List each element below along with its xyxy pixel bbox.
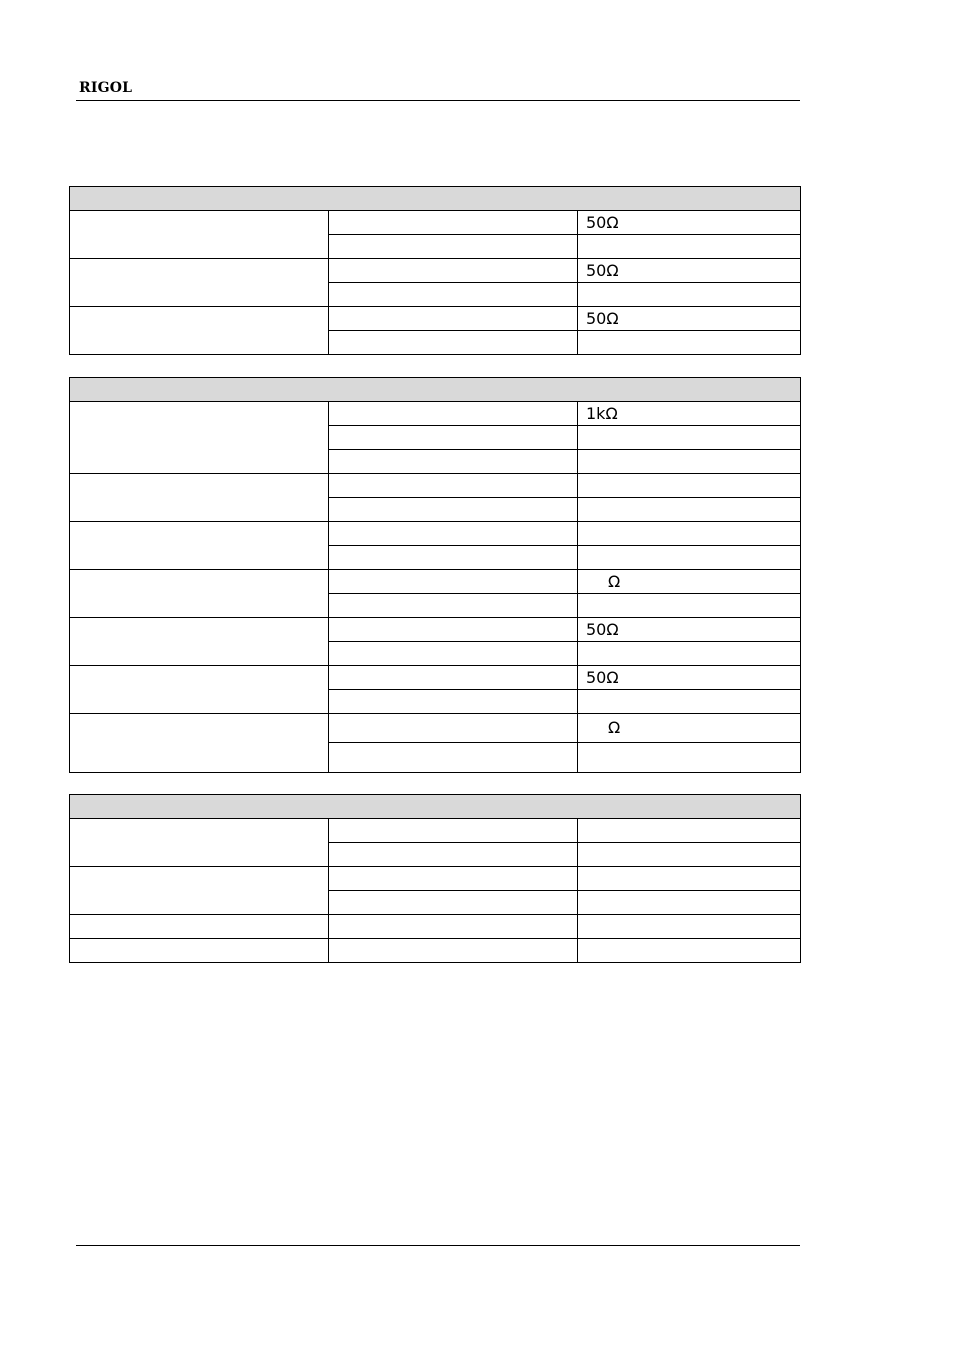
param-cell xyxy=(329,939,578,963)
value-cell xyxy=(578,450,801,474)
value-cell xyxy=(578,235,801,259)
param-cell xyxy=(329,402,578,426)
param-cell xyxy=(329,546,578,570)
group-cell xyxy=(70,211,329,259)
param-cell xyxy=(329,618,578,642)
param-cell xyxy=(329,915,578,939)
value-cell xyxy=(578,594,801,618)
footer-rule xyxy=(76,1245,800,1246)
group-cell xyxy=(70,618,329,666)
value-cell xyxy=(578,474,801,498)
table-title xyxy=(70,378,801,402)
spec-table-1 xyxy=(69,186,801,355)
param-cell xyxy=(329,891,578,915)
group-cell xyxy=(70,819,329,867)
param-cell xyxy=(329,594,578,618)
group-cell xyxy=(70,867,329,915)
param-cell xyxy=(329,690,578,714)
param-cell xyxy=(329,259,578,283)
param-cell xyxy=(329,331,578,355)
param-cell xyxy=(329,666,578,690)
group-cell xyxy=(70,522,329,570)
param-cell xyxy=(329,283,578,307)
rigol-logo: RIGOL xyxy=(79,80,133,96)
spec-table-2 xyxy=(69,377,801,773)
param-cell xyxy=(329,426,578,450)
value-cell xyxy=(578,819,801,843)
value-cell xyxy=(578,690,801,714)
param-cell xyxy=(329,819,578,843)
value-cell xyxy=(578,939,801,963)
param-cell xyxy=(329,867,578,891)
value-cell xyxy=(578,743,801,773)
param-cell xyxy=(329,570,578,594)
param-cell xyxy=(329,714,578,743)
param-cell xyxy=(329,522,578,546)
value-cell: 1kΩ xyxy=(578,402,801,426)
group-cell xyxy=(70,474,329,522)
value-cell xyxy=(578,498,801,522)
value-cell xyxy=(578,843,801,867)
value-cell xyxy=(578,891,801,915)
value-cell xyxy=(578,331,801,355)
param-cell xyxy=(329,642,578,666)
group-cell xyxy=(70,307,329,355)
value-cell: Ω xyxy=(578,570,801,594)
param-cell xyxy=(329,211,578,235)
group-cell xyxy=(70,402,329,474)
table-title xyxy=(70,795,801,819)
value-cell xyxy=(578,915,801,939)
param-cell xyxy=(329,235,578,259)
table-title xyxy=(70,187,801,211)
value-cell: Ω xyxy=(578,714,801,743)
value-cell xyxy=(578,867,801,891)
group-cell xyxy=(70,714,329,773)
value-cell xyxy=(578,426,801,450)
param-cell xyxy=(329,450,578,474)
param-cell xyxy=(329,843,578,867)
spec-table-3 xyxy=(69,794,801,963)
group-cell xyxy=(70,915,329,939)
param-cell xyxy=(329,474,578,498)
value-cell: 50Ω xyxy=(578,259,801,283)
group-cell xyxy=(70,939,329,963)
group-cell xyxy=(70,570,329,618)
value-cell xyxy=(578,546,801,570)
param-cell xyxy=(329,743,578,773)
value-cell xyxy=(578,642,801,666)
value-cell: 50Ω xyxy=(578,307,801,331)
value-cell xyxy=(578,283,801,307)
value-cell: 50Ω xyxy=(578,666,801,690)
param-cell xyxy=(329,307,578,331)
group-cell xyxy=(70,666,329,714)
value-cell xyxy=(578,522,801,546)
header-rule xyxy=(76,100,800,101)
param-cell xyxy=(329,498,578,522)
value-cell: 50Ω xyxy=(578,211,801,235)
value-cell: 50Ω xyxy=(578,618,801,642)
group-cell xyxy=(70,259,329,307)
